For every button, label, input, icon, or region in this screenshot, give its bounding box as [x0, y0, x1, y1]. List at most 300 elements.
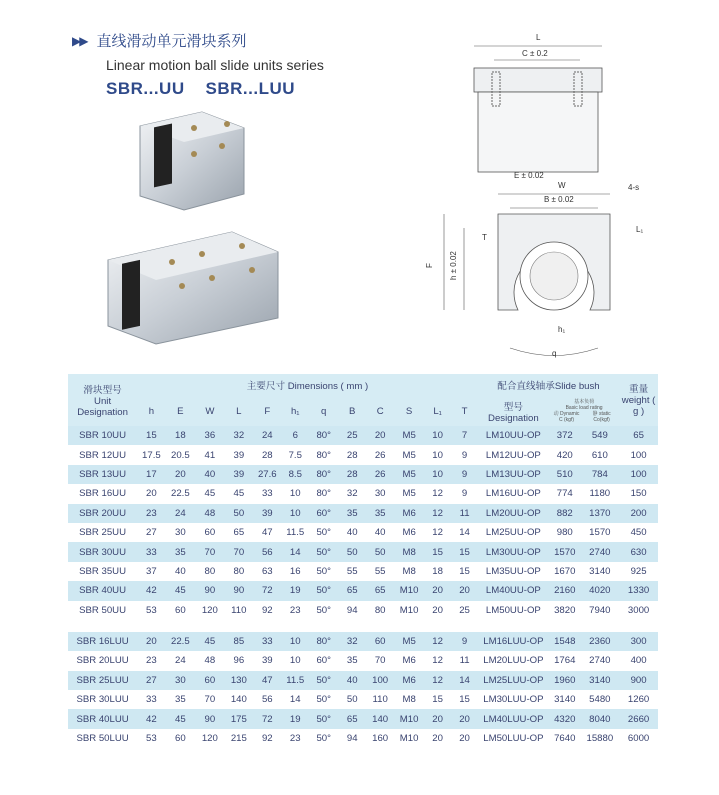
table-cell: 1764 — [549, 651, 581, 670]
table-cell: 26 — [366, 465, 394, 484]
table-cell: 35 — [366, 504, 394, 523]
table-cell: 26 — [366, 445, 394, 464]
weight-header: 重量 weight ( g ) — [619, 374, 658, 426]
table-cell: 50 — [366, 542, 394, 561]
table-cell: M6 — [394, 671, 423, 690]
table-cell: 63 — [253, 562, 281, 581]
table-cell: 16 — [282, 562, 309, 581]
table-cell: 28 — [338, 465, 365, 484]
table-cell: 41 — [195, 445, 224, 464]
table-cell: M8 — [394, 562, 423, 581]
table-cell: 50° — [309, 709, 338, 728]
table-row — [68, 562, 658, 581]
table-row — [68, 465, 658, 484]
table-cell: 60 — [366, 632, 394, 651]
table-cell: 9 — [451, 465, 477, 484]
table-cell: SBR 20UU — [68, 504, 137, 523]
table-cell: 25 — [451, 601, 477, 620]
table-cell: 24 — [253, 426, 281, 445]
table-cell: 120 — [195, 601, 224, 620]
table-cell: 14 — [451, 671, 477, 690]
table-cell: SBR 25UU — [68, 523, 137, 542]
table-cell: 10 — [282, 651, 309, 670]
table-cell: 60 — [195, 671, 224, 690]
table-cell: 28 — [253, 445, 281, 464]
table-cell: 72 — [253, 581, 281, 600]
table-cell: 7640 — [549, 729, 581, 748]
dim-h1: h₁ — [558, 325, 566, 334]
table-cell: M10 — [394, 601, 423, 620]
table-row — [68, 690, 658, 709]
table-cell: 774 — [549, 484, 581, 503]
table-cell: 50° — [309, 562, 338, 581]
table-cell: LM40UU-OP — [478, 581, 549, 600]
table-cell: SBR 16UU — [68, 484, 137, 503]
table-row — [68, 581, 658, 600]
table-cell: 32 — [338, 484, 365, 503]
table-cell: 50° — [309, 542, 338, 561]
table-cell: 1960 — [549, 671, 581, 690]
table-cell: 94 — [338, 729, 365, 748]
table-cell: 39 — [253, 651, 281, 670]
table-cell: SBR 10UU — [68, 426, 137, 445]
table-cell: 175 — [225, 709, 253, 728]
table-cell: 3000 — [619, 601, 658, 620]
table-cell: LM10UU-OP — [478, 426, 549, 445]
table-cell: 10 — [424, 465, 451, 484]
dim-F: F — [425, 263, 434, 268]
table-cell: 1330 — [619, 581, 658, 600]
table-cell: LM16UU-OP — [478, 484, 549, 503]
table-cell: 300 — [619, 632, 658, 651]
table-cell: M8 — [394, 690, 423, 709]
table-cell: 40 — [366, 523, 394, 542]
table-cell: 100 — [619, 465, 658, 484]
table-cell: 8040 — [581, 709, 620, 728]
table-cell: 39 — [225, 465, 253, 484]
model-series: SBR...UU SBR...LUU — [106, 79, 296, 98]
table-cell: 80° — [309, 445, 338, 464]
table-cell: 10 — [282, 632, 309, 651]
table-cell: 1670 — [549, 562, 581, 581]
table-cell: 14 — [451, 523, 477, 542]
table-cell: 12 — [424, 523, 451, 542]
table-cell: 90 — [195, 709, 224, 728]
table-cell: 80° — [309, 426, 338, 445]
table-cell: 94 — [338, 601, 365, 620]
slide-unit-photo-short — [132, 106, 252, 216]
table-cell: SBR 16LUU — [68, 632, 137, 651]
table-row — [68, 651, 658, 670]
table-cell: 11 — [451, 504, 477, 523]
table-cell: 45 — [225, 484, 253, 503]
dimensions-table-container — [68, 374, 658, 748]
table-cell: 11.5 — [282, 523, 309, 542]
table-cell: 20 — [424, 581, 451, 600]
table-cell: 10 — [424, 426, 451, 445]
table-cell: 925 — [619, 562, 658, 581]
table-cell: 160 — [366, 729, 394, 748]
table-cell: 24 — [166, 504, 195, 523]
table-cell: 65 — [338, 709, 365, 728]
title-chinese: 直线滑动单元滑块系列 — [96, 33, 247, 50]
table-cell: LM35UU-OP — [478, 562, 549, 581]
table-cell: 1260 — [619, 690, 658, 709]
table-cell: LM12UU-OP — [478, 445, 549, 464]
table-cell: 10 — [282, 484, 309, 503]
table-cell: 23 — [282, 601, 309, 620]
table-cell: 50 — [338, 690, 365, 709]
table-row — [68, 445, 658, 464]
table-cell: LM20LUU-OP — [478, 651, 549, 670]
table-cell: 70 — [366, 651, 394, 670]
table-cell: 60 — [195, 523, 224, 542]
table-cell: 150 — [619, 484, 658, 503]
table-cell: 4320 — [549, 709, 581, 728]
table-cell: 19 — [282, 709, 309, 728]
table-cell: 35 — [338, 651, 365, 670]
table-cell: 27.6 — [253, 465, 281, 484]
col-E: E — [166, 396, 195, 426]
table-cell: 15 — [424, 690, 451, 709]
table-row — [68, 504, 658, 523]
col-h: h — [137, 396, 165, 426]
table-cell: 50° — [309, 690, 338, 709]
table-cell: 32 — [338, 632, 365, 651]
table-cell: 100 — [366, 671, 394, 690]
table-cell: SBR 12UU — [68, 445, 137, 464]
table-cell: 55 — [366, 562, 394, 581]
table-cell: SBR 40LUU — [68, 709, 137, 728]
table-cell: SBR 35UU — [68, 562, 137, 581]
col-C: C — [366, 396, 394, 426]
table-cell: M5 — [394, 426, 423, 445]
dim-E: E ± 0.02 — [514, 171, 544, 180]
col-q: q — [309, 396, 338, 426]
table-cell: M5 — [394, 465, 423, 484]
table-cell: 50° — [309, 671, 338, 690]
table-cell: M5 — [394, 445, 423, 464]
table-cell: 23 — [137, 651, 165, 670]
table-cell: 2360 — [581, 632, 620, 651]
table-cell: 900 — [619, 671, 658, 690]
table-cell: 23 — [282, 729, 309, 748]
table-row — [68, 523, 658, 542]
table-cell: 55 — [338, 562, 365, 581]
table-cell: 1570 — [549, 542, 581, 561]
table-cell: 33 — [253, 484, 281, 503]
table-cell: SBR 25LUU — [68, 671, 137, 690]
col-L: L — [225, 396, 253, 426]
table-cell: M5 — [394, 484, 423, 503]
table-cell: 7 — [451, 426, 477, 445]
table-row — [68, 484, 658, 503]
table-cell: 17 — [137, 465, 165, 484]
table-cell: 35 — [166, 542, 195, 561]
table-cell: 7.5 — [282, 445, 309, 464]
slide-unit-photo-long — [102, 222, 282, 346]
table-cell: 40 — [195, 465, 224, 484]
table-cell: 47 — [253, 671, 281, 690]
table-cell: 12 — [424, 671, 451, 690]
slide-bush-header: 配合直线轴承Slide bush — [478, 374, 619, 396]
table-cell: 65 — [225, 523, 253, 542]
dim-L: L — [536, 33, 541, 42]
table-cell: 53 — [137, 729, 165, 748]
unit-designation-header: 滑块型号 Unit Designation — [68, 374, 137, 426]
table-cell: 45 — [195, 484, 224, 503]
table-cell: 14 — [282, 542, 309, 561]
table-cell: 20 — [451, 729, 477, 748]
table-cell: 15 — [451, 542, 477, 561]
table-cell: 50° — [309, 523, 338, 542]
table-cell: 80 — [366, 601, 394, 620]
table-cell: 45 — [166, 709, 195, 728]
table-cell: 70 — [195, 542, 224, 561]
table-cell: LM25LUU-OP — [478, 671, 549, 690]
table-cell: 510 — [549, 465, 581, 484]
table-cell: 27 — [137, 671, 165, 690]
table-cell: SBR 50UU — [68, 601, 137, 620]
dim-q: q — [552, 349, 557, 358]
table-cell: 12 — [424, 504, 451, 523]
table-cell: 8.5 — [282, 465, 309, 484]
table-cell: 12 — [424, 632, 451, 651]
table-cell: 3140 — [549, 690, 581, 709]
table-cell: LM16LUU-OP — [478, 632, 549, 651]
table-cell: 2740 — [581, 651, 620, 670]
table-cell: 20 — [137, 632, 165, 651]
table-cell: 22.5 — [166, 484, 195, 503]
col-static: 静 static Co(kgf) — [592, 411, 611, 423]
col-W: W — [195, 396, 224, 426]
table-cell: 72 — [253, 709, 281, 728]
page-header — [72, 30, 324, 99]
table-cell: 40 — [338, 671, 365, 690]
table-cell: 610 — [581, 445, 620, 464]
table-cell: 15880 — [581, 729, 620, 748]
table-cell: 18 — [424, 562, 451, 581]
table-cell: 130 — [225, 671, 253, 690]
table-cell: 37 — [137, 562, 165, 581]
table-cell: 40 — [166, 562, 195, 581]
table-section-gap — [68, 620, 658, 632]
dim-W: W — [558, 181, 566, 190]
table-row — [68, 426, 658, 445]
table-cell: 9 — [451, 445, 477, 464]
dim-s: 4-s — [628, 183, 640, 192]
table-cell: 39 — [225, 445, 253, 464]
table-cell: M6 — [394, 651, 423, 670]
table-cell: 12 — [424, 651, 451, 670]
table-cell: 50 — [225, 504, 253, 523]
table-cell: LM50UU-OP — [478, 601, 549, 620]
table-cell: LM25UU-OP — [478, 523, 549, 542]
table-cell: 33 — [253, 632, 281, 651]
table-cell: 5480 — [581, 690, 620, 709]
table-cell: 7940 — [581, 601, 620, 620]
table-row — [68, 729, 658, 748]
table-row — [68, 709, 658, 728]
table-cell: 20 — [424, 729, 451, 748]
table-cell: LM20UU-OP — [478, 504, 549, 523]
table-cell: 70 — [195, 690, 224, 709]
dim-C: C ± 0.2 — [522, 49, 548, 58]
table-cell: 36 — [195, 426, 224, 445]
table-cell: 17.5 — [137, 445, 165, 464]
table-cell: 630 — [619, 542, 658, 561]
table-cell: LM30UU-OP — [478, 542, 549, 561]
table-cell: 48 — [195, 504, 224, 523]
table-cell: 50° — [309, 581, 338, 600]
table-cell: 4020 — [581, 581, 620, 600]
table-cell: 1548 — [549, 632, 581, 651]
table-cell: M10 — [394, 709, 423, 728]
table-cell: 215 — [225, 729, 253, 748]
col-bush-designation: 型号 Designation — [478, 396, 549, 426]
table-cell: 882 — [549, 504, 581, 523]
table-cell: 40 — [338, 523, 365, 542]
table-cell: 20 — [424, 601, 451, 620]
dim-h: h ± 0.02 — [449, 251, 458, 280]
table-cell: 60° — [309, 651, 338, 670]
table-cell: 39 — [253, 504, 281, 523]
table-cell: 45 — [166, 581, 195, 600]
table-cell: 27 — [137, 523, 165, 542]
table-cell: LM40LUU-OP — [478, 709, 549, 728]
table-cell: 50 — [338, 542, 365, 561]
table-cell: 1370 — [581, 504, 620, 523]
table-cell: 12 — [424, 484, 451, 503]
table-cell: 65 — [338, 581, 365, 600]
table-cell: 140 — [225, 690, 253, 709]
table-cell: 100 — [619, 445, 658, 464]
table-row — [68, 632, 658, 651]
table-cell: 80° — [309, 632, 338, 651]
table-cell: 15 — [451, 562, 477, 581]
table-cell: 110 — [225, 601, 253, 620]
table-cell: 3140 — [581, 671, 620, 690]
table-cell: 23 — [137, 504, 165, 523]
table-cell: 11.5 — [282, 671, 309, 690]
table-cell: 450 — [619, 523, 658, 542]
table-cell: 20 — [366, 426, 394, 445]
table-cell: 1180 — [581, 484, 620, 503]
table-cell: 33 — [137, 542, 165, 561]
table-cell: 15 — [424, 542, 451, 561]
dimensions-header: 主要尺寸 Dimensions ( mm ) — [137, 374, 478, 396]
dim-T: T — [482, 233, 487, 242]
table-cell: 56 — [253, 542, 281, 561]
table-cell: 15 — [451, 690, 477, 709]
table-cell: LM13UU-OP — [478, 465, 549, 484]
technical-drawing — [410, 18, 650, 363]
table-cell: 10 — [424, 445, 451, 464]
table-cell: 20 — [451, 581, 477, 600]
col-S: S — [394, 396, 423, 426]
table-cell: 30 — [166, 523, 195, 542]
table-cell: 20 — [137, 484, 165, 503]
table-cell: 980 — [549, 523, 581, 542]
table-cell: 140 — [366, 709, 394, 728]
table-cell: M8 — [394, 542, 423, 561]
dim-L1: L₁ — [636, 225, 644, 234]
table-cell: 2160 — [549, 581, 581, 600]
table-cell: SBR 30UU — [68, 542, 137, 561]
table-cell: 784 — [581, 465, 620, 484]
table-cell: 20 — [166, 465, 195, 484]
table-cell: 400 — [619, 651, 658, 670]
table-cell: 65 — [366, 581, 394, 600]
table-cell: 60 — [166, 729, 195, 748]
col-B: B — [338, 396, 365, 426]
dimensions-table — [68, 374, 658, 748]
table-cell: 50° — [309, 729, 338, 748]
col-T: T — [451, 396, 477, 426]
table-cell: 80 — [195, 562, 224, 581]
table-cell: SBR 40UU — [68, 581, 137, 600]
table-cell: 32 — [225, 426, 253, 445]
table-cell: 2660 — [619, 709, 658, 728]
table-cell: 19 — [282, 581, 309, 600]
table-cell: 92 — [253, 729, 281, 748]
table-cell: 1570 — [581, 523, 620, 542]
title-english: Linear motion ball slide units series — [106, 57, 324, 73]
table-cell: 549 — [581, 426, 620, 445]
table-cell: LM50LUU-OP — [478, 729, 549, 748]
table-cell: 42 — [137, 709, 165, 728]
table-cell: 53 — [137, 601, 165, 620]
table-cell: 35 — [338, 504, 365, 523]
table-cell: 47 — [253, 523, 281, 542]
table-cell: 48 — [195, 651, 224, 670]
arrow-icon: ▶▶ — [72, 33, 87, 48]
table-cell: M10 — [394, 581, 423, 600]
table-cell: 11 — [451, 651, 477, 670]
col-dynamic: 动 Dynamic C (kgf) — [553, 411, 580, 423]
table-row — [68, 601, 658, 620]
table-cell: 60° — [309, 504, 338, 523]
table-cell: SBR 50LUU — [68, 729, 137, 748]
table-cell: 6000 — [619, 729, 658, 748]
table-cell: 372 — [549, 426, 581, 445]
table-cell: 110 — [366, 690, 394, 709]
table-cell: 18 — [166, 426, 195, 445]
table-cell: SBR 30LUU — [68, 690, 137, 709]
col-load-rating: 基本负荷 Basic load rating 动 Dynamic C (kgf) 静 static Co(kgf) — [549, 396, 619, 426]
table-cell: M6 — [394, 504, 423, 523]
table-cell: 85 — [225, 632, 253, 651]
col-h1: h₁ — [282, 396, 309, 426]
table-cell: 15 — [137, 426, 165, 445]
table-cell: 20 — [451, 709, 477, 728]
table-row — [68, 671, 658, 690]
table-cell: 9 — [451, 632, 477, 651]
table-cell: 30 — [166, 671, 195, 690]
table-cell: 20.5 — [166, 445, 195, 464]
table-cell: 24 — [166, 651, 195, 670]
table-cell: M6 — [394, 523, 423, 542]
table-cell: 96 — [225, 651, 253, 670]
table-cell: SBR 20LUU — [68, 651, 137, 670]
table-cell: 35 — [166, 690, 195, 709]
dim-B: B ± 0.02 — [544, 195, 574, 204]
table-cell: 28 — [338, 445, 365, 464]
table-cell: 3140 — [581, 562, 620, 581]
table-cell: 22.5 — [166, 632, 195, 651]
table-cell: 80 — [225, 562, 253, 581]
table-cell: SBR 13UU — [68, 465, 137, 484]
